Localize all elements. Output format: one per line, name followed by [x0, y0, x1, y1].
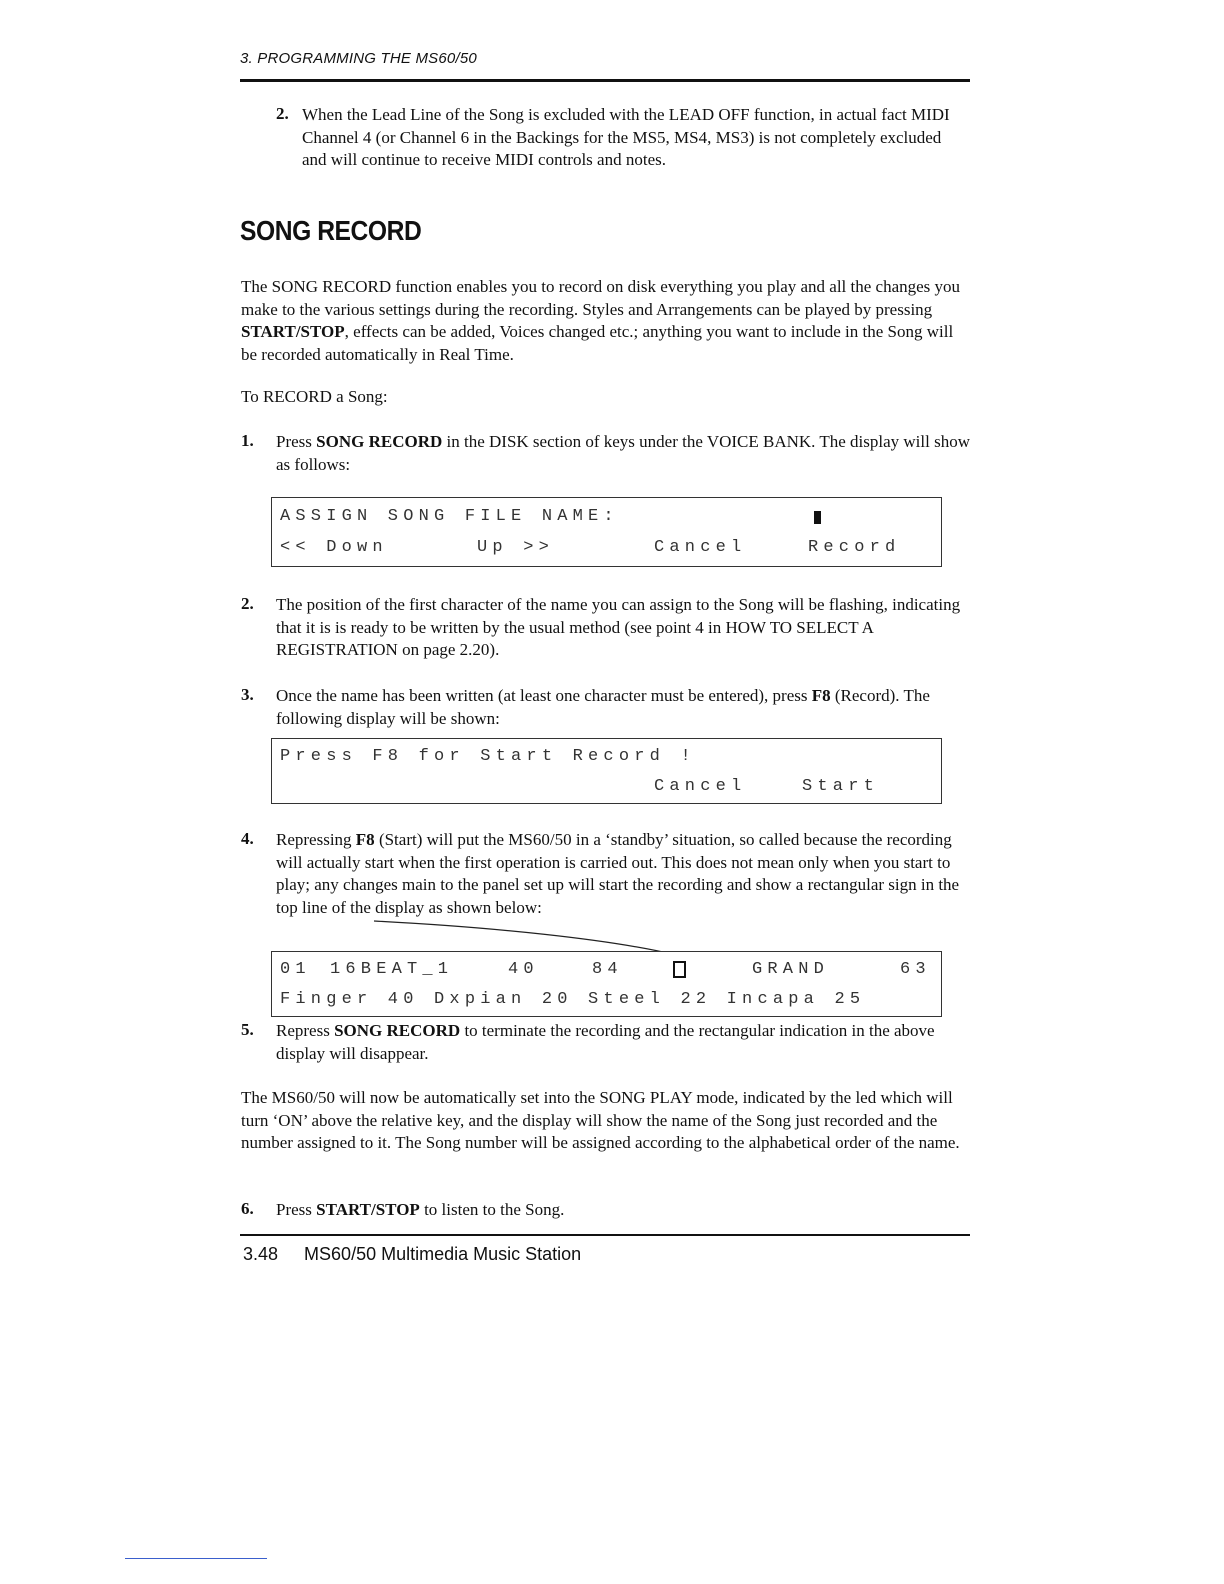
flashing-cursor-icon [814, 511, 821, 524]
lcd-voice-name: GRAND [752, 960, 830, 979]
page-number: 3.48 [243, 1244, 279, 1264]
lcd-display-standby [271, 951, 942, 1017]
lcd-display-assign [271, 497, 942, 567]
lcd-start-label: Start [802, 777, 880, 796]
bottom-margin-line [125, 1558, 267, 1559]
step-text: Repress SONG RECORD to terminate the recording and the rectangular indication in the above display will disappear. [276, 1021, 935, 1063]
to-record-line: To RECORD a Song: [241, 387, 388, 406]
record-rectangle-icon [673, 961, 686, 978]
step-number: 5. [241, 1020, 254, 1039]
step-number: 4. [241, 829, 254, 848]
lcd-line1: Press F8 for Start Record ! [280, 747, 696, 766]
section-heading: SONG RECORD [240, 215, 422, 246]
step-number: 2. [241, 594, 254, 613]
lcd-value-1: 40 [508, 960, 539, 979]
note-number: 2. [276, 104, 289, 123]
lcd-record-sign [673, 961, 686, 984]
lcd-line2: Finger 40 Dxpian 20 Steel 22 Incapa 25 [280, 990, 866, 1009]
step-text: Press SONG RECORD in the DISK section of keys under the VOICE BANK. The display will show as follows: [276, 432, 970, 474]
lcd-cancel-label: Cancel [654, 538, 747, 557]
page-footer [243, 1244, 581, 1265]
step-text: The position of the first character of the name you can assign to the Song will be flashing, indicating that it is is ready to be written by the usual method (see point 4 in HOW TO SELECT A REGISTRATION on page 2.20). [276, 595, 961, 659]
lcd-value-2: 84 [592, 960, 623, 979]
step-number: 6. [241, 1199, 254, 1218]
lcd-flashing-cursor [814, 511, 821, 530]
footer-rule [240, 1234, 970, 1236]
step-text: Press START/STOP to listen to the Song. [276, 1200, 565, 1219]
lcd-cancel-label: Cancel [654, 777, 747, 796]
footer-title: MS60/50 Multimedia Music Station [304, 1244, 582, 1264]
step-text: Repressing F8 (Start) will put the MS60/50 in a ‘standby’ situation, so called because the recording will actually start when the first operation is carried out. This does not mean only when you start to play; any changes main to the panel set up will start the recording and show a rectangular sign in the top line of the display as shown below: [276, 830, 960, 917]
note-text: When the Lead Line of the Song is excluded with the LEAD OFF function, in actual fact MIDI Channel 4 (or Channel 6 in the Backings for the MS5, MS4, MS3) is not completely excluded and will continue to receive MIDI controls and notes. [302, 105, 950, 169]
step-text: Once the name has been written (at least one character must be entered), press F8 (Record). The following display will be shown: [276, 686, 930, 728]
lcd-value-3: 63 [900, 960, 931, 979]
header-rule [240, 79, 970, 82]
song-play-paragraph: The MS60/50 will now be automatically set into the SONG PLAY mode, indicated by the led which will turn ‘ON’ above the relative key, and the display will show the name of the Song just recorded and the number assigned to it. The Song number will be assigned according to the alphabetical order of the name. [241, 1088, 960, 1152]
lcd-style-name: 16BEAT_1 [330, 960, 454, 979]
section-intro: The SONG RECORD function enables you to record on disk everything you play and all the changes you make to the various settings during the recording. Styles and Arrangements can be played by pressing START/STOP, effects can be added, Voices changed etc.; anything you want to include in the Song will be recorded automatically in Real Time. [241, 277, 961, 364]
lcd-display-press [271, 738, 942, 804]
step-number: 1. [241, 431, 254, 450]
lcd-record-label: Record [808, 538, 901, 557]
step-number: 3. [241, 685, 254, 704]
lcd-song-number: 01 [280, 960, 311, 979]
running-header: 3. PROGRAMMING THE MS60/50 [240, 50, 477, 67]
lcd-line1: ASSIGN SONG FILE NAME: [280, 507, 619, 526]
lcd-down-label: << Down [280, 538, 388, 557]
lcd-up-label: Up >> [477, 538, 555, 557]
